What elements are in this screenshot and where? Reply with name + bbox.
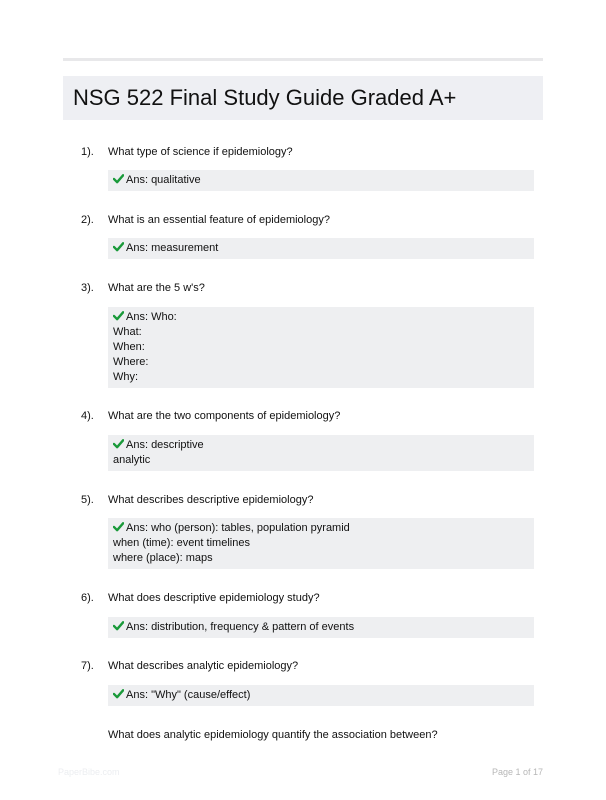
title-banner (63, 76, 543, 120)
question-text: What are the two components of epidemiology? (108, 410, 341, 422)
answer-text: Ans: descriptive (126, 439, 204, 451)
check-icon (113, 620, 124, 631)
question-text: What does analytic epidemiology quantify the association between? (108, 729, 438, 741)
answer-line (113, 688, 529, 703)
question-text: What does descriptive epidemiology study? (108, 592, 320, 604)
answer-box (108, 617, 534, 638)
answer-text: Ans: who (person): tables, population pyramid (126, 522, 350, 534)
question-number: 4). (81, 410, 94, 422)
question-number: 7). (81, 660, 94, 672)
check-icon (113, 521, 124, 532)
answer-box (108, 518, 534, 569)
answer-line (113, 620, 529, 635)
answer-line (113, 310, 529, 325)
question-text: What describes descriptive epidemiology? (108, 494, 314, 506)
answer-line: analytic (113, 454, 151, 466)
question-number: 6). (81, 592, 94, 604)
question-text: What is an essential feature of epidemiology? (108, 214, 330, 226)
answer-line (113, 438, 529, 453)
question-text: What are the 5 w's? (108, 282, 205, 294)
answer-box (108, 685, 534, 706)
check-icon (113, 688, 124, 699)
page-title: NSG 522 Final Study Guide Graded A+ (73, 85, 457, 110)
check-icon (113, 438, 124, 449)
answer-line (113, 241, 529, 256)
question-number: 5). (81, 494, 94, 506)
answer-text: Ans: "Why" (cause/effect) (126, 689, 251, 701)
answer-text: Ans: distribution, frequency & pattern of events (126, 621, 355, 633)
answer-text: Ans: Who: (126, 311, 177, 323)
question-text: What describes analytic epidemiology? (108, 660, 299, 672)
answer-line: when (time): event timelines (113, 537, 250, 549)
check-icon (113, 310, 124, 321)
check-icon (113, 173, 124, 184)
answer-line: Where: (113, 356, 149, 368)
answer-line (113, 521, 529, 536)
page-number: Page 1 of 17 (492, 767, 544, 777)
answer-box (108, 307, 534, 388)
answer-line: where (place): maps (113, 552, 213, 564)
answer-line: When: (113, 341, 145, 353)
check-icon (113, 241, 124, 252)
answer-box (108, 435, 534, 471)
answer-line: What: (113, 326, 142, 338)
answer-box (108, 170, 534, 191)
question-number: 1). (81, 146, 94, 158)
answer-text: Ans: measurement (126, 242, 219, 254)
top-divider (63, 58, 543, 61)
answer-text: Ans: qualitative (126, 174, 201, 186)
answer-box (108, 238, 534, 259)
question-number: 3). (81, 282, 94, 294)
answer-line (113, 173, 529, 188)
answer-line: Why: (113, 371, 139, 383)
footer-watermark: PaperBibe.com (58, 767, 120, 777)
question-text: What type of science if epidemiology? (108, 146, 293, 158)
question-number: 2). (81, 214, 94, 226)
